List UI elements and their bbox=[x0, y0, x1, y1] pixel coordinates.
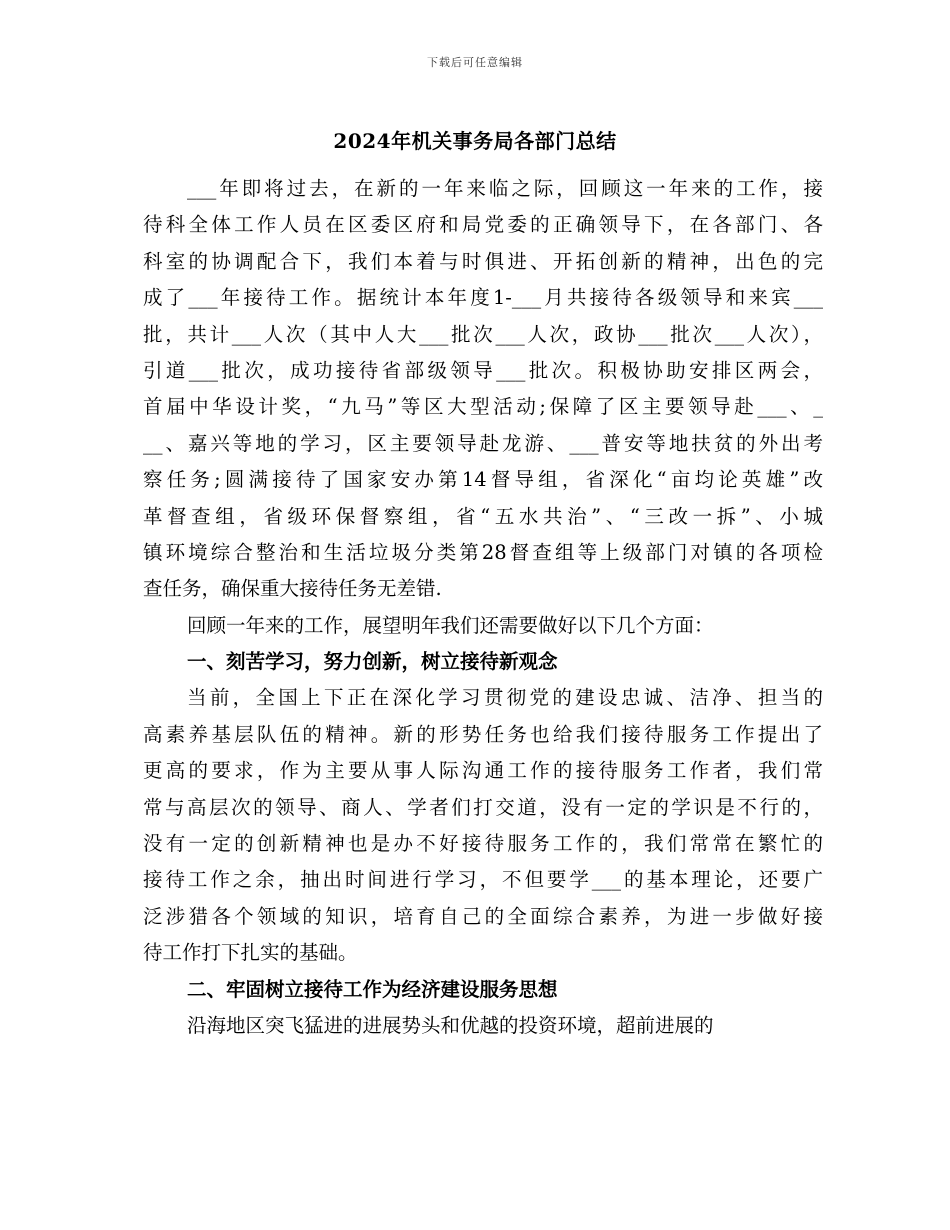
section-heading: 一、刻苦学习，努力创新，树立接待新观念 bbox=[187, 650, 558, 674]
paragraph-line: 高素养基层队伍的精神。新的形势任务也给我们接待服务工作提出了 bbox=[143, 722, 823, 746]
section-heading: 二、牢固树立接待工作为经济建设服务思想 bbox=[187, 977, 558, 1001]
paragraph-line: 查任务，确保重大接待任务无差错. bbox=[143, 577, 442, 601]
paragraph-line: 没有一定的创新精神也是办不好接待服务工作的，我们常常在繁忙的 bbox=[143, 832, 823, 856]
paragraph-line: __、嘉兴等地的学习，区主要领导赴龙游、___普安等地扶贫的外出考 bbox=[143, 431, 823, 455]
paragraph-line: 科室的协调配合下，我们本着与时俱进、开拓创新的精神，出色的完 bbox=[143, 249, 823, 273]
paragraph-line: 镇环境综合整治和生活垃圾分类第28督查组等上级部门对镇的各项检 bbox=[143, 540, 823, 564]
paragraph-line: 当前，全国上下正在深化学习贯彻党的建设忠诚、洁净、担当的 bbox=[187, 686, 823, 710]
paragraph-line: 引道___批次，成功接待省部级领导___批次。积极协助安排区两会， bbox=[143, 358, 823, 382]
paragraph-line: 沿海地区突飞猛进的进展势头和优越的投资环境，超前进展的 bbox=[187, 1013, 714, 1037]
paragraph-line: 批，共计___人次（其中人大___批次___人次，政协___批次___人次）， bbox=[143, 322, 823, 346]
document-body bbox=[143, 171, 823, 1044]
paragraph-line: 成了___年接待工作。据统计本年度1-___月共接待各级领导和来宾___ bbox=[143, 286, 823, 310]
paragraph-line: 接待工作之余，抽出时间进行学习，不但要学___的基本理论，还要广 bbox=[143, 868, 823, 892]
paragraph-line: 泛涉猎各个领域的知识，培育自己的全面综合素养，为进一步做好接 bbox=[143, 904, 823, 928]
paragraph-line: 常与高层次的领导、商人、学者们打交道，没有一定的学识是不行的， bbox=[143, 795, 823, 819]
header-note: 下载后可任意编辑 bbox=[427, 56, 523, 69]
paragraph-line: 待工作打下扎实的基础。 bbox=[143, 941, 358, 965]
paragraph-line: 革督查组，省级环保督察组，省“五水共治”、“三改一拆”、小城 bbox=[143, 504, 823, 528]
paragraph-line: 更高的要求，作为主要从事人际沟通工作的接待服务工作者，我们常 bbox=[143, 759, 823, 783]
paragraph-line: 首届中华设计奖，“九马”等区大型活动;保障了区主要领导赴___、_ bbox=[143, 395, 823, 419]
paragraph-line: 察任务;圆满接待了国家安办第14督导组，省深化“亩均论英雄”改 bbox=[143, 468, 823, 492]
paragraph-line: ___年即将过去，在新的一年来临之际，回顾这一年来的工作，接 bbox=[187, 177, 823, 200]
paragraph-line: 回顾一年来的工作，展望明年我们还需要做好以下几个方面： bbox=[187, 613, 714, 637]
paragraph-line: 待科全体工作人员在区委区府和局党委的正确领导下，在各部门、各 bbox=[143, 213, 823, 237]
document-title: 2024年机关事务局各部门总结 bbox=[333, 129, 617, 153]
